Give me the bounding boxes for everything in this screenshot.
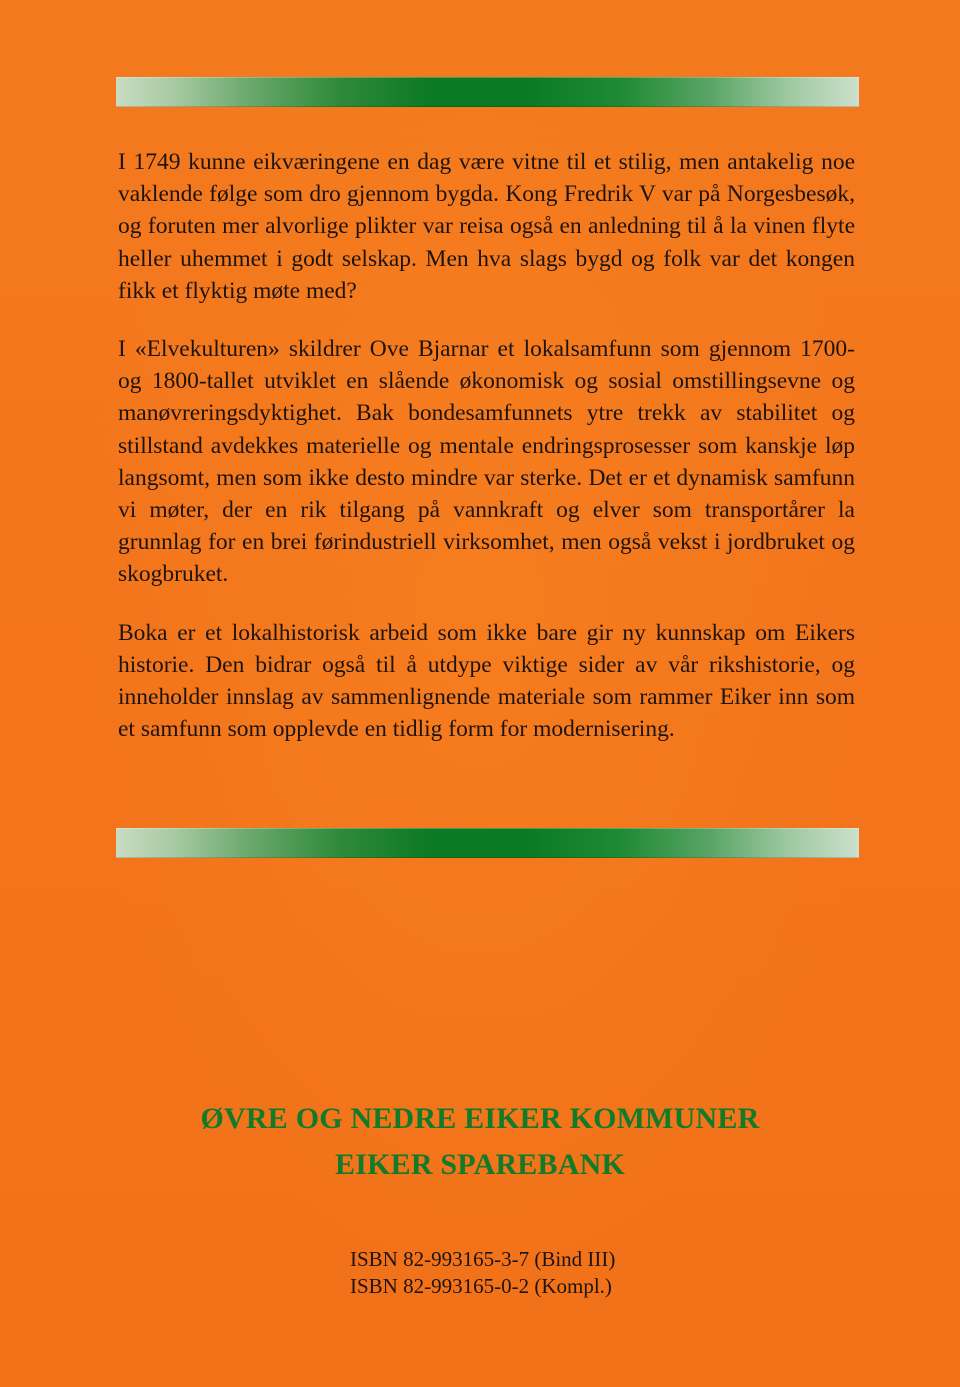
isbn-complete: ISBN 82-993165-0-2 (Kompl.) (350, 1274, 612, 1298)
sponsor-block (0, 1096, 960, 1188)
blurb-text (118, 146, 855, 771)
isbn-volume: ISBN 82-993165-3-7 (Bind III) (350, 1247, 616, 1271)
paragraph-intro: I 1749 kunne eikværingene en dag være vitne til et stilig, men antakelig noe vaklende følge som dro gjennom bygda. Kong Fredrik V var på Norgesbesøk, og foruten mer alvorlige plikter var reisa også en anledning til å la vinen flyte heller uhemmet i godt selskap. Men hva slags bygd og folk var det kongen fikk et flyktig møte med? (118, 149, 855, 304)
paragraph-elvekulturen: I «Elvekulturen» skildrer Ove Bjarnar et lokalsamfunn som gjennom 1700- og 1800-tallet utviklet en slående økonomisk og sosial omstillingsevne og manøvreringsdyktighet. Bak bondesamfunnets ytre trekk av stabilitet og stillstand avdekkes materielle og mentale endringsprosesser som kanskje løp langsomt, men som ikke desto mindre var sterke. Det er et dynamisk samfunn vi møter, der en rik tilgang på vannkraft og elver som transportårer la grunnlag for en brei førindustriell virksomhet, men også vekst i jordbruket og skogbruket. (118, 336, 855, 588)
sponsor-bank: EIKER SPAREBANK (335, 1148, 625, 1181)
top-green-band (116, 77, 859, 107)
bottom-green-band (116, 828, 859, 858)
sponsor-municipalities: ØVRE OG NEDRE EIKER KOMMUNER (200, 1102, 760, 1135)
paragraph-boka: Boka er et lokalhistorisk arbeid som ikke bare gir ny kunnskap om Eikers historie. Den bidrar også til å utdype viktige sider av vår rikshistorie, og inneholder innslag av sammenlignende materiale som rammer Eiker inn som et samfunn som opplevde en tidlig form for modernisering. (118, 619, 855, 743)
isbn-block (350, 1246, 615, 1300)
